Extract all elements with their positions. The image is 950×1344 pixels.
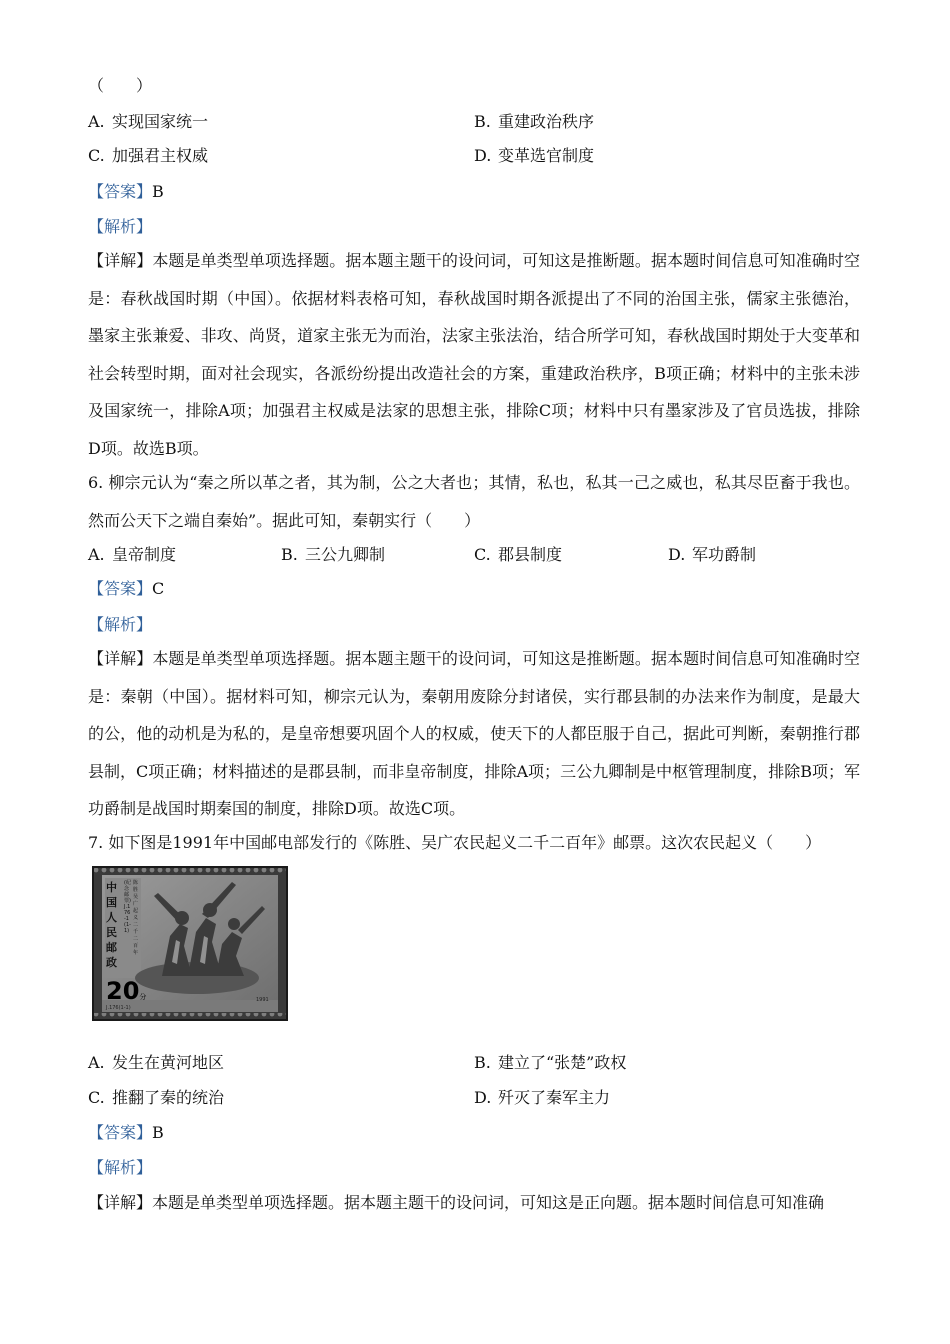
stamp-serial-text: J.176(1-1)	[106, 1005, 131, 1011]
option-text: 皇帝制度	[112, 545, 177, 564]
option-letter: C.	[88, 1088, 105, 1107]
option-text: 重建政治秩序	[498, 112, 595, 131]
q7-answer	[88, 1123, 164, 1143]
q6-answer	[88, 579, 164, 599]
answer-tag: 【答案】	[88, 579, 153, 598]
option-text: 军功爵制	[692, 545, 757, 564]
option-text: 变革选官制度	[498, 146, 595, 165]
option-text: 发生在黄河地区	[112, 1053, 225, 1072]
option-text: 推翻了秦的统治	[112, 1088, 225, 1107]
detail-text: 本题是单类型单项选择题。据本题主题干的设问词，可知这是推断题。据本题时间信息可知准确时空是：春秋战国时期（中国）。依据材料表格可知，春秋战国时期各派提出了不同的治国主张，儒家主张德治，墨家主张兼爱、非攻、尚贤，道家主张无为而治，法家主张法治，结合所学可知，春秋战国时期处于大变革和社会转型时期，面对社会现实，各派纷纷提出改造社会的方案，重建政治秩序，B项正确；材料中的主张未涉及国家统一，排除A项；加强君主权威是法家的思想主张，排除C项；材料中只有墨家涉及了官员选拔，排除D项。故选B项。	[88, 251, 860, 458]
q7-analysis-tag: 【解析】	[88, 1158, 153, 1177]
option-letter: D.	[474, 1088, 492, 1107]
option-letter: D.	[668, 545, 686, 564]
q5-analysis-tag: 【解析】	[88, 217, 153, 236]
detail-text: 本题是单类型单项选择题。据本题主题干的设问词，可知这是正向题。据本题时间信息可知准确	[152, 1193, 825, 1212]
stamp-image	[92, 866, 288, 1021]
q7-option-b[interactable]	[474, 1053, 626, 1073]
option-letter: C.	[474, 545, 491, 564]
stamp-denomination-value: 20	[106, 977, 140, 1005]
stamp-country-text: 中国人民邮政	[106, 881, 117, 969]
answer-value: B	[152, 182, 164, 201]
q7-option-a[interactable]	[88, 1053, 224, 1073]
q6-option-a[interactable]	[88, 545, 176, 565]
q5-option-a[interactable]	[88, 112, 208, 132]
q5-answer	[88, 182, 164, 202]
detail-tag: 【详解】	[88, 649, 153, 668]
q6-detail	[88, 640, 860, 828]
q5-detail	[88, 242, 860, 467]
answer-tag: 【答案】	[88, 182, 153, 201]
q6-option-d[interactable]	[668, 545, 756, 565]
stamp-denomination	[106, 978, 146, 1004]
q5-option-d[interactable]	[474, 146, 594, 166]
q7-option-c[interactable]	[88, 1088, 224, 1108]
option-text: 三公九卿制	[305, 545, 386, 564]
option-letter: C.	[88, 146, 105, 165]
option-letter: B.	[474, 1053, 491, 1072]
option-letter: B.	[474, 112, 491, 131]
q5-option-c[interactable]	[88, 146, 208, 166]
q7-detail	[88, 1193, 824, 1213]
detail-tag: 【详解】	[88, 251, 153, 270]
detail-tag: 【详解】	[88, 1193, 153, 1212]
option-text: 歼灭了秦军主力	[498, 1088, 611, 1107]
option-letter: A.	[88, 1053, 105, 1072]
option-letter: A.	[88, 112, 105, 131]
q5-paren: （ ）	[88, 76, 153, 95]
stamp-subtitle-text: 陈胜吴广起义二千二百年	[133, 880, 139, 956]
detail-text: 本题是单类型单项选择题。据本题主题干的设问词，可知这是推断题。据本题时间信息可知准确时空是：秦朝（中国）。据材料可知，柳宗元认为，秦朝用废除分封诸侯，实行郡县制的办法来作为制度，是最大的公，他的动机是为私的，是皇帝想要巩固个人的权威，使天下的人都臣服于自己，据此可判断，秦朝推行郡县制，C项正确；材料描述的是郡县制，而非皇帝制度，排除A项；三公九卿制是中枢管理制度，排除B项；军功爵制是战国时期秦国的制度，排除D项。故选C项。	[88, 649, 860, 818]
option-text: 郡县制度	[498, 545, 563, 564]
q6-option-b[interactable]	[281, 545, 385, 565]
option-letter: A.	[88, 545, 105, 564]
answer-value: C	[152, 579, 165, 598]
option-letter: B.	[281, 545, 298, 564]
q5-option-b[interactable]	[474, 112, 594, 132]
answer-value: B	[152, 1123, 164, 1142]
stamp-year-text: 1991	[256, 997, 269, 1003]
option-text: 建立了“张楚”政权	[498, 1053, 627, 1072]
q6-option-c[interactable]	[474, 545, 562, 565]
answer-tag: 【答案】	[88, 1123, 153, 1142]
option-letter: D.	[474, 146, 492, 165]
q6-stem: 6. 柳宗元认为“秦之所以革之者，其为制，公之大者也；其情，私也，私其一己之威也，私其尽臣畜于我也。然而公天下之端自秦始”。据此可知，秦朝实行（ ）	[88, 473, 860, 530]
option-text: 加强君主权威	[112, 146, 209, 165]
q7-option-d[interactable]	[474, 1088, 610, 1108]
q6-analysis-tag: 【解析】	[88, 615, 153, 634]
option-text: 实现国家统一	[112, 112, 209, 131]
q7-stem: 7. 如下图是1991年中国邮电部发行的《陈胜、吴广农民起义二千二百年》邮票。这次农民起义（ ）	[88, 833, 822, 852]
stamp-denomination-unit: 分	[139, 993, 147, 1001]
stamp-series-text: (纪念邮票)J.176-1(1-1)	[124, 880, 131, 934]
